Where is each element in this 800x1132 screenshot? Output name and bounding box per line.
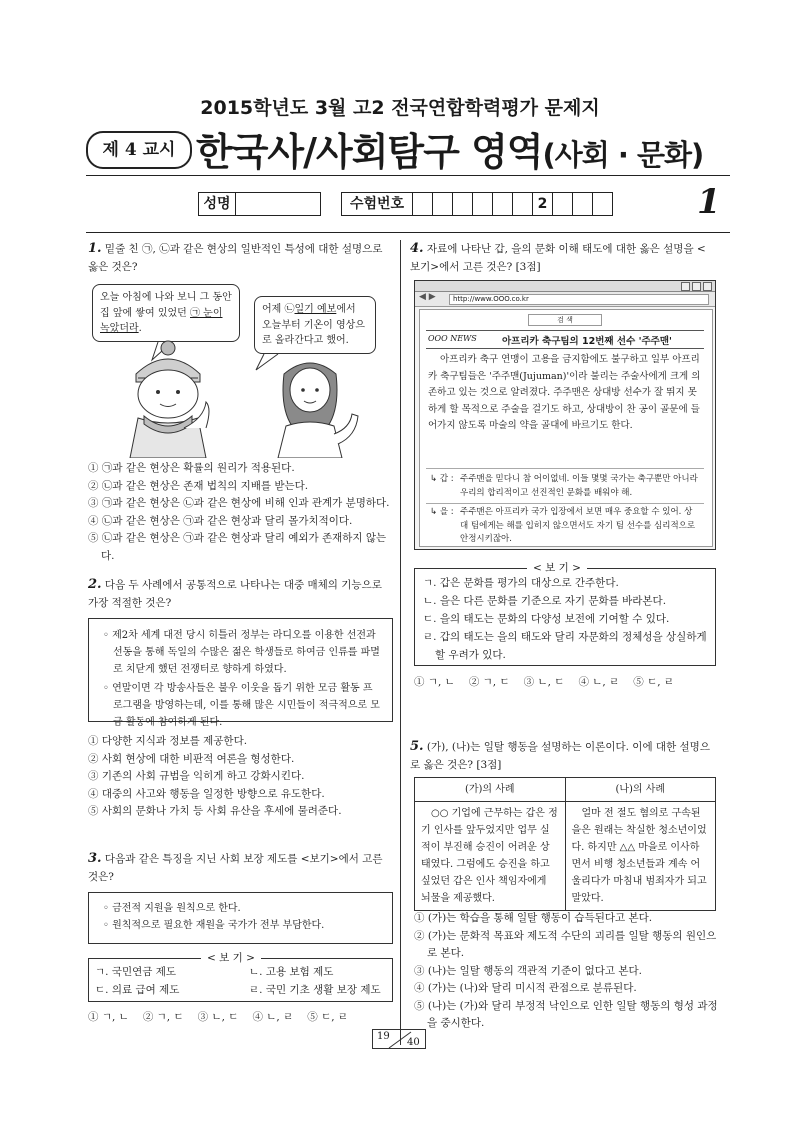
option[interactable]: ③ ㉠과 같은 현상은 ㉡과 같은 현상에 비해 인과 관계가 분명하다. — [88, 497, 390, 509]
option[interactable]: ① ㄱ, ㄴ — [88, 1011, 129, 1023]
news-rule — [426, 348, 704, 349]
underlined-text: 일기 예보 — [294, 304, 337, 315]
search-button[interactable]: 검 색 — [528, 314, 602, 326]
id-cell[interactable] — [513, 192, 533, 216]
q5-number: 5. — [410, 739, 424, 754]
option[interactable]: ② (가)는 문화적 목표와 제도적 수단의 괴리를 일탈 행동의 원인으로 본다. — [414, 929, 717, 959]
q5-stem-text: (가), (나)는 일탈 행동을 설명하는 이론이다. 이에 대한 설명으로 옳은 것은? [3점] — [410, 741, 710, 771]
option[interactable]: ① ㉠과 같은 현상은 확률의 원리가 적용된다. — [88, 462, 295, 474]
window-controls — [681, 282, 712, 291]
q2-number: 2. — [88, 577, 102, 592]
id-cell[interactable] — [473, 192, 493, 216]
q4-stem — [410, 240, 715, 276]
bogi-item: ㄱ. 갑은 문화를 평가의 대상으로 간주한다. — [423, 577, 619, 589]
bogi-title: < 보 기 > — [201, 950, 261, 965]
id-cell[interactable] — [553, 192, 573, 216]
q1-number: 1. — [88, 241, 102, 256]
news-rule — [426, 330, 704, 331]
option[interactable]: ② ㄱ, ㄷ — [468, 676, 510, 688]
option[interactable]: ② ㉡과 같은 현상은 존재 법칙의 지배를 받는다. — [88, 479, 309, 492]
id-cell[interactable] — [433, 192, 453, 216]
q1-options — [88, 460, 393, 565]
close-icon[interactable] — [703, 282, 712, 291]
q5-case-table — [414, 777, 716, 911]
comment-a-label: ↳ 갑 : — [430, 474, 454, 484]
comment-b-label: ↳ 을 : — [430, 507, 454, 517]
title-sub: (사회 · 문화) — [542, 138, 704, 172]
girl-figure — [278, 363, 358, 458]
q3-options — [88, 1009, 393, 1027]
bogi-item: ㄴ. 을은 다른 문화를 기준으로 자기 문화를 바라본다. — [423, 595, 667, 607]
back-forward-icon[interactable]: ◀ ▶ — [419, 292, 436, 302]
case-header-a: (가)의 사례 — [415, 778, 566, 802]
option[interactable]: ⑤ ㉡과 같은 현상은 ㉠과 같은 현상과 달리 예외가 존재하지 않는다. — [88, 532, 387, 562]
passage-item: ◦ 제2차 세계 대전 당시 히틀러 정부는 라디오를 이용한 선전과 선동을 통해 독일의 수많은 젊은 학생들로 하여금 인류를 파멸로 치닫게 했던 전쟁터로 향하게 하였다. — [103, 630, 380, 675]
minimize-icon[interactable] — [681, 282, 690, 291]
id-cell[interactable] — [493, 192, 513, 216]
info-row — [198, 192, 613, 216]
q1-stem — [88, 240, 393, 276]
bogi-item: ㄹ. 국민 기초 생활 보장 제도 — [249, 984, 381, 996]
option[interactable]: ② 사회 현상에 대한 비판적 여론을 형성한다. — [88, 752, 295, 765]
q2-stem — [88, 576, 393, 612]
bogi-item: ㄱ. 국민연금 제도 — [95, 966, 177, 978]
title-main: 한국사/사회탐구 영역 — [196, 130, 543, 174]
q3-bogi-box — [88, 952, 393, 1002]
q4-bogi-box — [414, 562, 716, 666]
browser-window — [414, 280, 716, 550]
q3-stem — [88, 850, 393, 886]
condition-item: ◦ 금전적 지원을 원칙으로 한다. — [103, 903, 241, 914]
comment-rule — [426, 503, 704, 504]
option[interactable]: ③ ㄴ, ㄷ — [197, 1011, 239, 1023]
q3-stem-text: 다음과 같은 특징을 지닌 사회 보장 제도를 <보기>에서 고른 것은? — [88, 853, 383, 883]
option[interactable]: ④ 대중의 사고와 행동을 일정한 방향으로 유도한다. — [88, 787, 325, 800]
browser-address-bar — [415, 292, 715, 307]
news-headline: 아프리카 축구팀의 12번째 선수 '주주맨' — [502, 336, 672, 347]
option[interactable]: ⑤ (나)는 (가)와 달리 부정적 낙인으로 인한 일탈 행동의 형성 과정을 중시한다. — [414, 999, 718, 1029]
boy-figure — [130, 341, 209, 458]
option[interactable]: ① (가)는 학습을 통해 일탈 행동이 습득된다고 본다. — [414, 912, 653, 924]
header-rule — [86, 175, 730, 176]
id-label: 수험번호 — [341, 192, 413, 216]
q3-number: 3. — [88, 851, 102, 866]
page-counter — [372, 1029, 426, 1049]
comment-gap: ↳ 갑 : 주주맨을 믿다니 참 어이없네. 이들 몇몇 국가는 축구뿐만 아니라 우리의 합리적이고 선진적인 문화를 배워야 해. — [430, 474, 698, 498]
q3-conditions-box — [88, 892, 393, 944]
q2-options — [88, 733, 393, 821]
bogi-item: ㄷ. 을의 태도는 문화의 다양성 보전에 기여할 수 있다. — [423, 613, 670, 625]
browser-page — [419, 309, 713, 547]
header-rule-bottom — [86, 232, 730, 233]
exam-subtitle: 2015학년도 3월 고2 전국연합학력평가 문제지 — [200, 97, 600, 119]
option[interactable]: ④ ㉡과 같은 현상은 ㉠과 같은 현상과 달리 몰가치적이다. — [88, 514, 353, 527]
bogi-item: ㄹ. 갑의 태도는 을의 태도와 달리 자문화의 정체성을 상실하게 할 우려가 있다. — [423, 631, 707, 661]
url-field[interactable]: http://www.OOO.co.kr — [449, 294, 709, 305]
option[interactable]: ③ 기존의 사회 규범을 익히게 하고 강화시킨다. — [88, 770, 305, 782]
option[interactable]: ④ ㄴ, ㄹ — [578, 676, 620, 688]
page-title — [196, 121, 703, 176]
option[interactable]: ① ㄱ, ㄴ — [414, 676, 455, 688]
underlined-text: ㉠ 눈이 녹았더라 — [100, 307, 223, 334]
condition-item: ◦ 원칙적으로 필요한 재원을 국가가 전부 부담한다. — [103, 920, 325, 931]
q2-stem-text: 다음 두 사례에서 공통적으로 나타나는 대중 매체의 기능으로 가장 적절한 것은? — [88, 579, 382, 609]
id-cell[interactable] — [593, 192, 613, 216]
q5-stem — [410, 738, 715, 774]
q4-number: 4. — [410, 241, 424, 256]
option[interactable]: ④ (가)는 (나)와 달리 미시적 관점으로 분류된다. — [414, 982, 637, 994]
name-field[interactable] — [236, 192, 321, 216]
id-cell[interactable] — [413, 192, 433, 216]
case-a-text: ○○ 기업에 근무하는 갑은 정기 인사를 앞두었지만 업무 실적이 부진해 승진이 어려운 상태였다. 그럼에도 승진을 하고 싶었던 갑은 인사 책임자에게 뇌물을 제공했다. — [415, 802, 566, 911]
browser-title-bar — [415, 281, 715, 292]
option[interactable]: ② ㄱ, ㄷ — [142, 1011, 184, 1023]
passage-item: ◦ 연말이면 각 방송사들은 불우 이웃을 돕기 위한 모금 활동 프로그램을 방영하는데, 이를 통해 많은 시민들이 적극적으로 모금 활동에 참여하게 된다. — [103, 683, 380, 728]
name-label: 성명 — [198, 192, 236, 216]
comment-rule — [426, 468, 704, 469]
q5-options — [414, 910, 719, 1033]
page-number: 1 — [697, 182, 721, 222]
column-divider — [400, 240, 401, 1045]
bogi-item: ㄷ. 의료 급여 제도 — [95, 984, 180, 996]
page-total: 40 — [407, 1037, 420, 1048]
speech-bubble-right: 어제 ㉡일기 예보에서 오늘부터 기온이 영상으로 올라간다고 했어. — [254, 296, 376, 354]
period-badge: 제 4 교시 — [86, 131, 192, 169]
page-current: 19 — [377, 1031, 390, 1042]
id-cell[interactable] — [453, 192, 473, 216]
bogi-item: ㄴ. 고용 보험 제도 — [249, 966, 334, 978]
case-b-text: 얼마 전 절도 혐의로 구속된 을은 원래는 착실한 청소년이었다. 하지만 △△ 마을로 이사하면서 비행 청소년들과 계속 어울리다가 마침내 범죄자가 되고 말았다. — [565, 802, 716, 911]
option[interactable]: ⑤ 사회의 문화나 가치 등 사회 유산을 후세에 물려준다. — [88, 805, 342, 817]
option[interactable]: ③ (나)는 일탈 행동의 객관적 기준이 없다고 본다. — [414, 964, 642, 977]
option[interactable]: ⑤ ㄷ, ㄹ — [633, 676, 675, 688]
q1-illustration — [88, 278, 393, 458]
comment-eul: ↳ 을 : 주주맨은 아프리카 국가 입장에서 보면 매우 중요할 수 있어. 상대 팀에게는 해를 입히지 않으면서도 자기 팀 선수를 심리적으로 안정시키잖아. — [430, 507, 696, 544]
bogi-title: < 보 기 > — [527, 560, 587, 575]
q4-stem-text: 자료에 나타난 갑, 을의 문화 이해 태도에 대한 옳은 설명을 <보기>에서 고른 것은? [3점] — [410, 243, 706, 273]
option[interactable]: ④ ㄴ, ㄹ — [252, 1011, 294, 1023]
q1-stem-text: 밑줄 친 ㉠, ㉡과 같은 현상의 일반적인 특성에 대한 설명으로 옳은 것은? — [88, 243, 383, 273]
news-brand: OOO NEWS — [428, 334, 477, 343]
case-header-b: (나)의 사례 — [565, 778, 716, 802]
speech-bubble-left: 오늘 아침에 나와 보니 그 동안 집 앞에 쌓여 있었던 ㉠ 눈이 녹았더라. — [92, 284, 240, 342]
news-article: 아프리카 축구 연맹이 고용을 금지함에도 불구하고 일부 아프리카 축구팀들은 '주주맨(Jujuman)'이라 불리는 주술사에게 크게 의존하고 있는 것으로 알려졌다. 주주맨은 상대방 선수가 잘 뛰지 못하게 할 목적으로 주술을 걸기도 하고, 상대방이 찬 공이 골문에 들어가지 않도록 마술의 약을 골대에 바르기도 한다. — [428, 354, 701, 431]
students-illustration — [88, 278, 393, 458]
option[interactable]: ⑤ ㄷ, ㄹ — [307, 1011, 349, 1023]
q4-options — [414, 674, 719, 692]
q2-passage-box — [88, 618, 393, 728]
option[interactable]: ③ ㄴ, ㄷ — [523, 676, 565, 688]
option[interactable]: ① 다양한 지식과 정보를 제공한다. — [88, 735, 248, 747]
id-cell[interactable] — [573, 192, 593, 216]
id-digit-cell: 2 — [533, 192, 553, 216]
maximize-icon[interactable] — [692, 282, 701, 291]
